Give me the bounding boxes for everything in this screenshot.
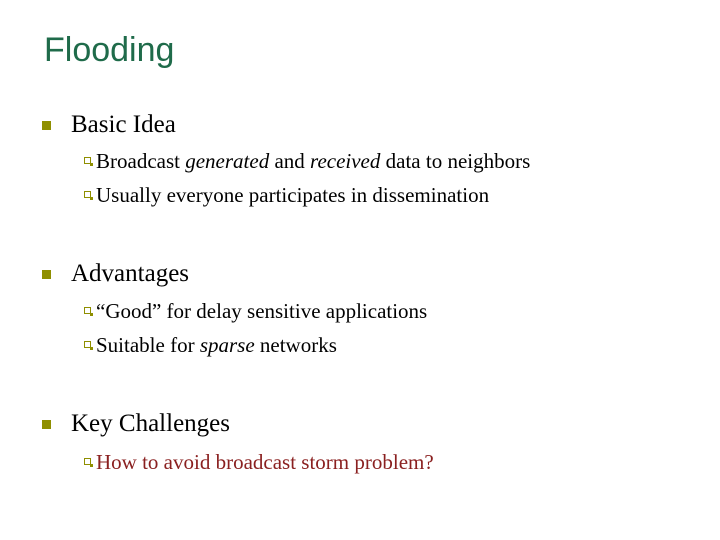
section-heading-label: Key Challenges <box>71 410 230 437</box>
list-item-text: Broadcast generated and received data to neighbors <box>96 149 531 173</box>
hollow-square-bullet-icon <box>84 458 91 465</box>
section-heading-label: Basic Idea <box>71 111 176 138</box>
square-bullet-icon <box>42 121 51 130</box>
hollow-square-bullet-icon <box>84 191 91 198</box>
hollow-square-bullet-icon <box>84 157 91 164</box>
slide-title: Flooding <box>44 31 175 69</box>
square-bullet-icon <box>42 420 51 429</box>
list-item-text: Usually everyone participates in dissemination <box>96 183 490 207</box>
list-item-text: Suitable for sparse networks <box>96 333 337 357</box>
list-item-text: How to avoid broadcast storm problem? <box>96 450 434 474</box>
section-heading-label: Advantages <box>71 260 190 287</box>
hollow-square-bullet-icon <box>84 341 91 348</box>
list-item-text: “Good” for delay sensitive applications <box>96 299 428 323</box>
square-bullet-icon <box>42 270 51 279</box>
hollow-square-bullet-icon <box>84 307 91 314</box>
